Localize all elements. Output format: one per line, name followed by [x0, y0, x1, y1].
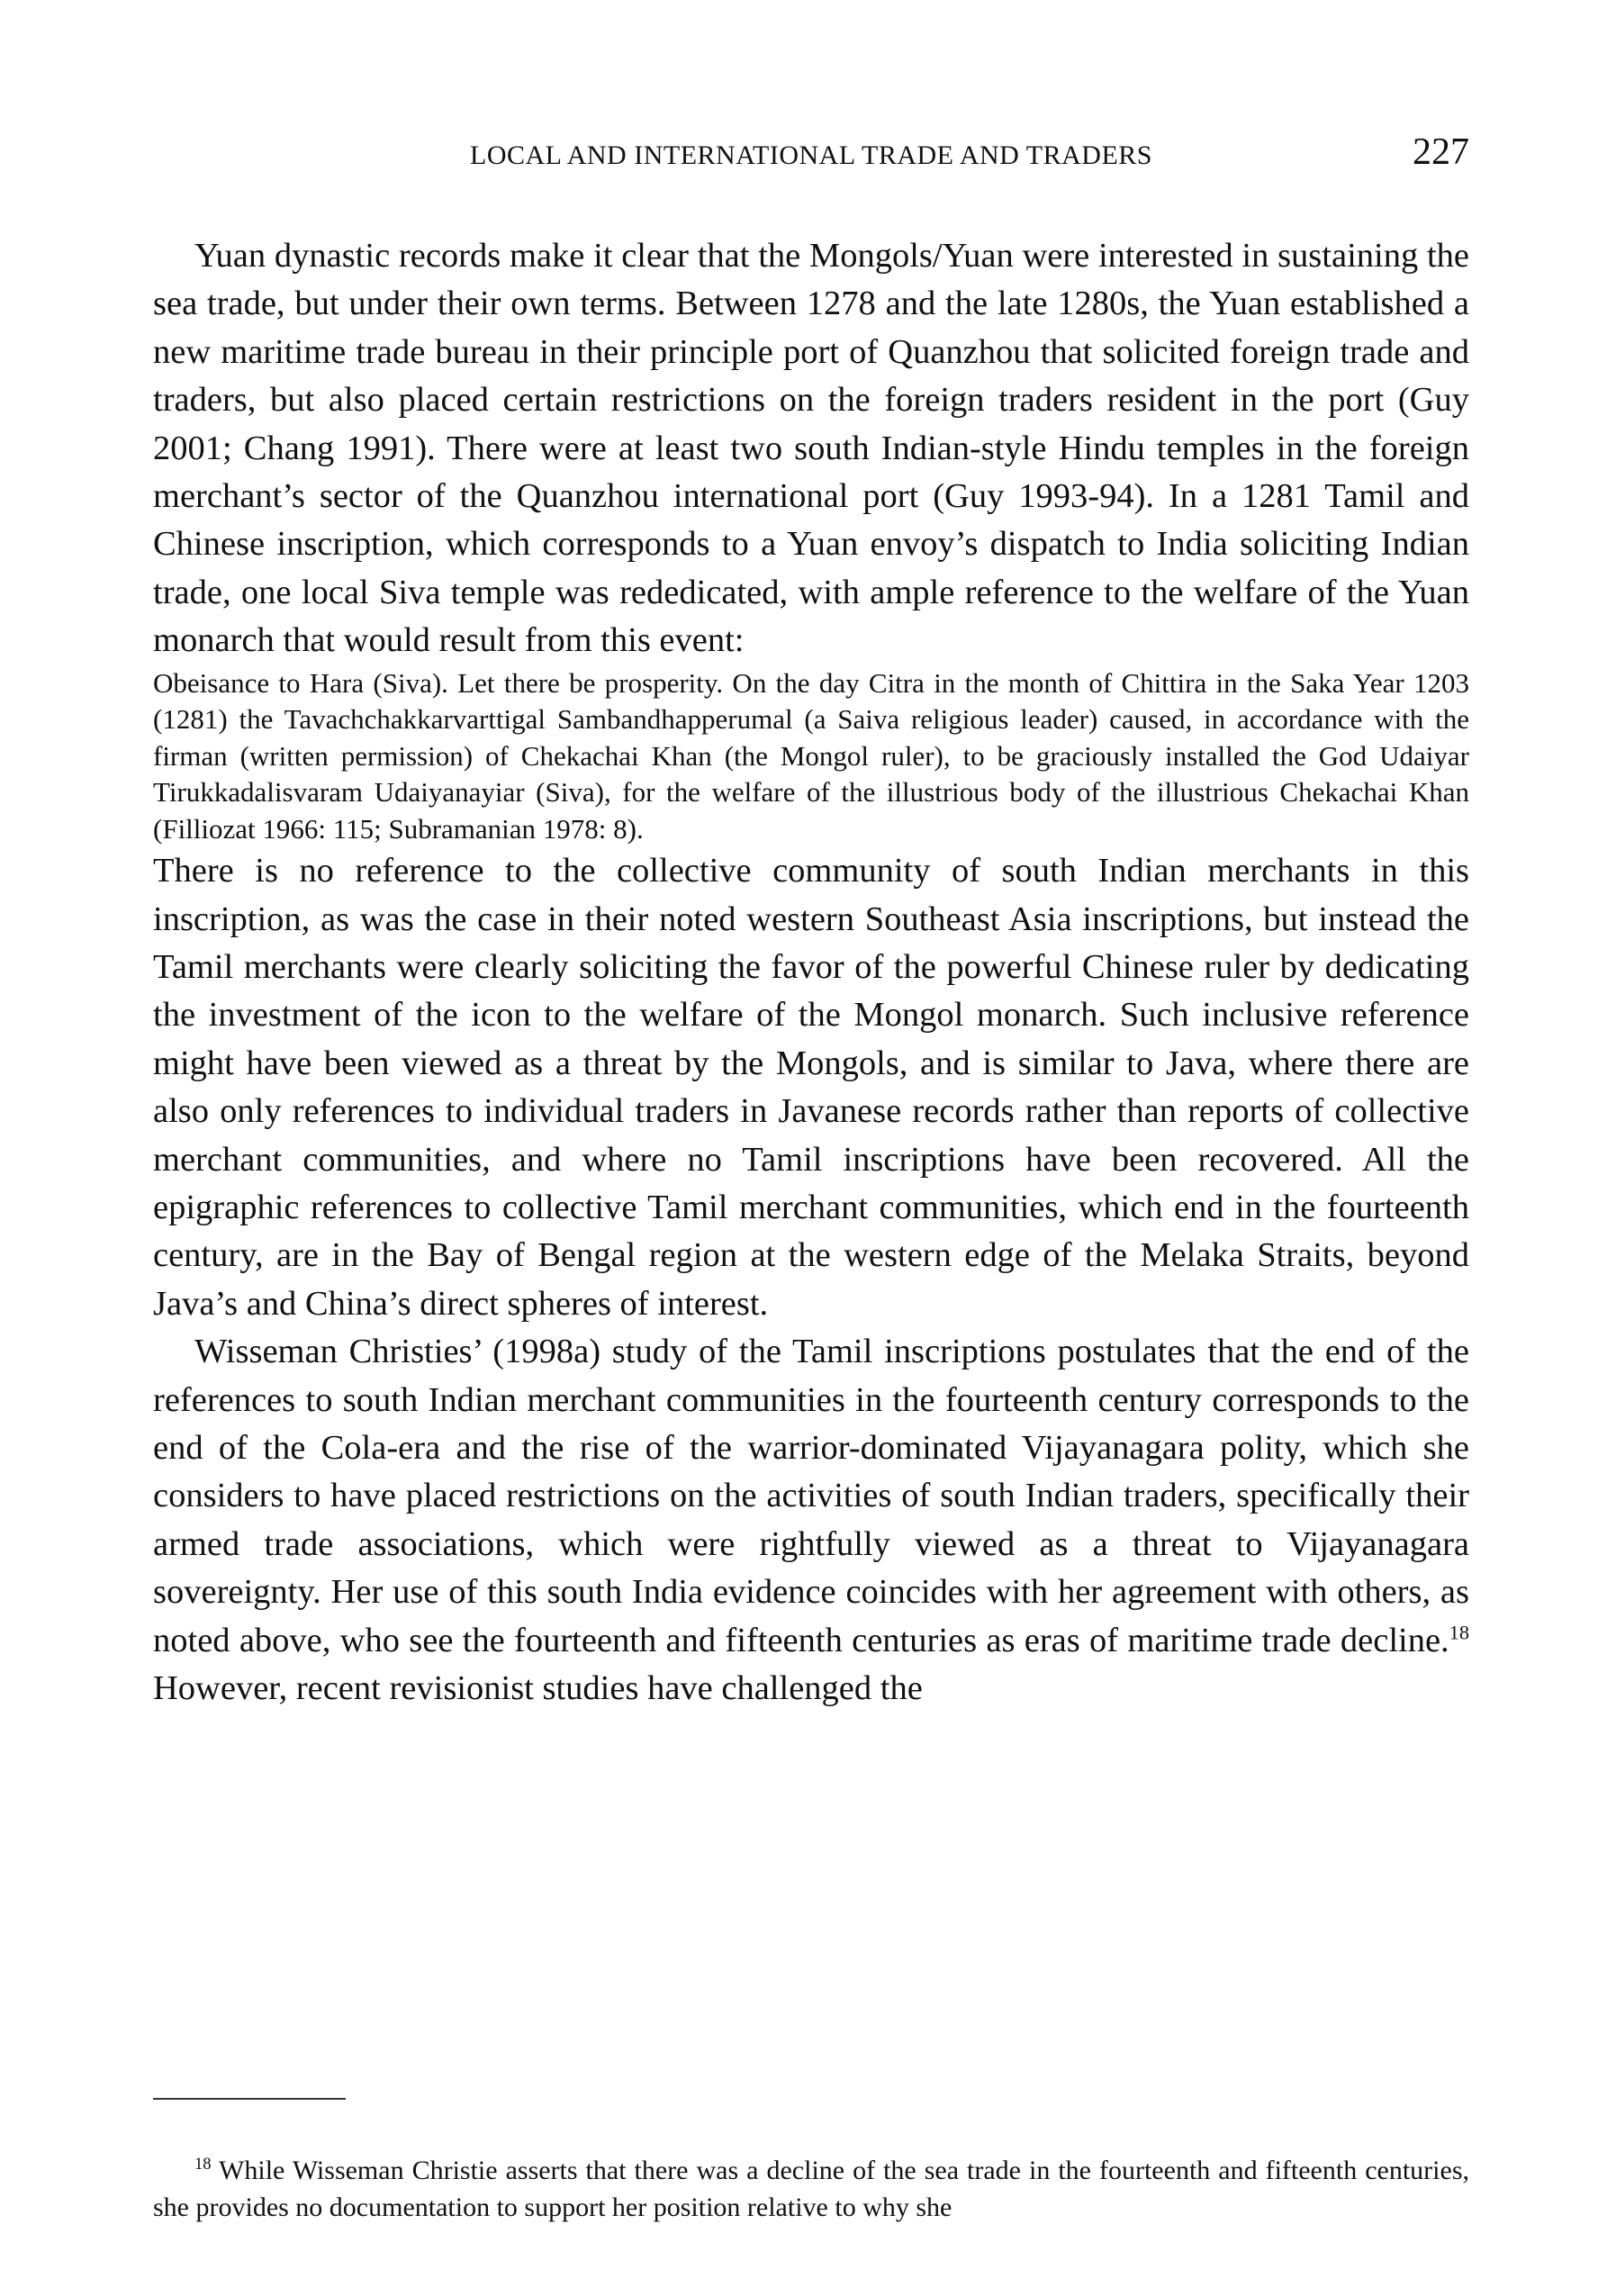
paragraph-1: Yuan dynastic records make it clear that the Mongols/Yuan were interested in sustaining the sea trade, but under their own terms. Between 1278 and the late 1280s, the Yuan established a new maritime trade bureau in their principle port of Quanzhou that solicited foreign trade and traders, but also placed certain restrictions on the foreign traders resident in the port (Guy 2001; Chang 1991). There were at least two south Indian-style Hindu temples in the foreign merchant’s sector of the Quanzhou international port (Guy 1993-94). In a 1281 Tamil and Chinese inscription, which corresponds to a Yuan envoy’s dispatch to India soliciting Indian trade, one local Siva temple was rededicated, with ample reference to the welfare of the Yuan monarch that would result from this event:: [153, 237, 1469, 660]
paragraph-3-text: Wisseman Christies’ (1998a) study of the Tamil inscriptions postulates that the end of the references to south Indian merchant communities in the fourteenth century corresponds to the end of the Cola-era and the rise of the warrior-dominated Vijayanagara polity, which she considers to have placed restrictions on the activities of south Indian traders, specifically their armed trade associations, which were rightfully viewed as a threat to Vijayanagara sovereignty. Her use of this south India evidence coincides with her agreement with others, as noted above, who see the fourteenth and fifteenth centuries as eras of maritime trade decline.: [153, 1333, 1469, 1659]
body-text: [153, 232, 1469, 1713]
footnote-number: 18: [194, 2154, 212, 2174]
paragraph-3-tail: However, recent revisionist studies have challenged the: [153, 1669, 923, 1708]
page-number: 227: [1413, 131, 1469, 173]
running-title: LOCAL AND INTERNATIONAL TRADE AND TRADERS: [470, 140, 1152, 170]
block-quote: Obeisance to Hara (Siva). Let there be prosperity. On the day Citra in the month of Chittira in the Saka Year 1203 (1281) the Tavachchakkarvarttigal Sambandhapperumal (a Saiva religious leader) caused, in accordance with the firman (written permission) of Chekachai Khan (the Mongol ruler), to be graciously installed the God Udaiyar Tirukkadalisvaram Udaiyanayiar (Siva), for the welfare of the illustrious body of the illustrious Chekachai Khan (Filliozat 1966: 115; Subramanian 1978: 8).: [153, 666, 1469, 845]
footnote-rule: [153, 2098, 346, 2100]
footnote-reference[interactable]: 18: [1449, 1621, 1469, 1644]
running-head: [153, 133, 1469, 178]
footnote: [153, 2152, 1469, 2226]
footnote-text: While Wisseman Christie asserts that there was a decline of the sea trade in the fourteenth and fifteenth centuries, she provides no documentation to support her position relative to why she: [153, 2156, 1469, 2222]
paragraph-2: There is no reference to the collective community of south Indian merchants in this inscription, as was the case in their noted western Southeast Asia inscriptions, but instead the Tamil merchants were clearly soliciting the favor of the powerful Chinese ruler by dedicating the investment of the icon to the welfare of the Mongol monarch. Such inclusive reference might have been viewed as a threat by the Mongols, and is similar to Java, where there are also only references to individual traders in Javanese records rather than reports of collective merchant communities, and where no Tamil inscriptions have been recovered. All the epigraphic references to collective Tamil merchant communities, which end in the fourteenth century, are in the Bay of Bengal region at the western edge of the Melaka Straits, beyond Java’s and China’s direct spheres of interest.: [153, 852, 1469, 1323]
paragraph-3: [153, 1328, 1469, 1713]
